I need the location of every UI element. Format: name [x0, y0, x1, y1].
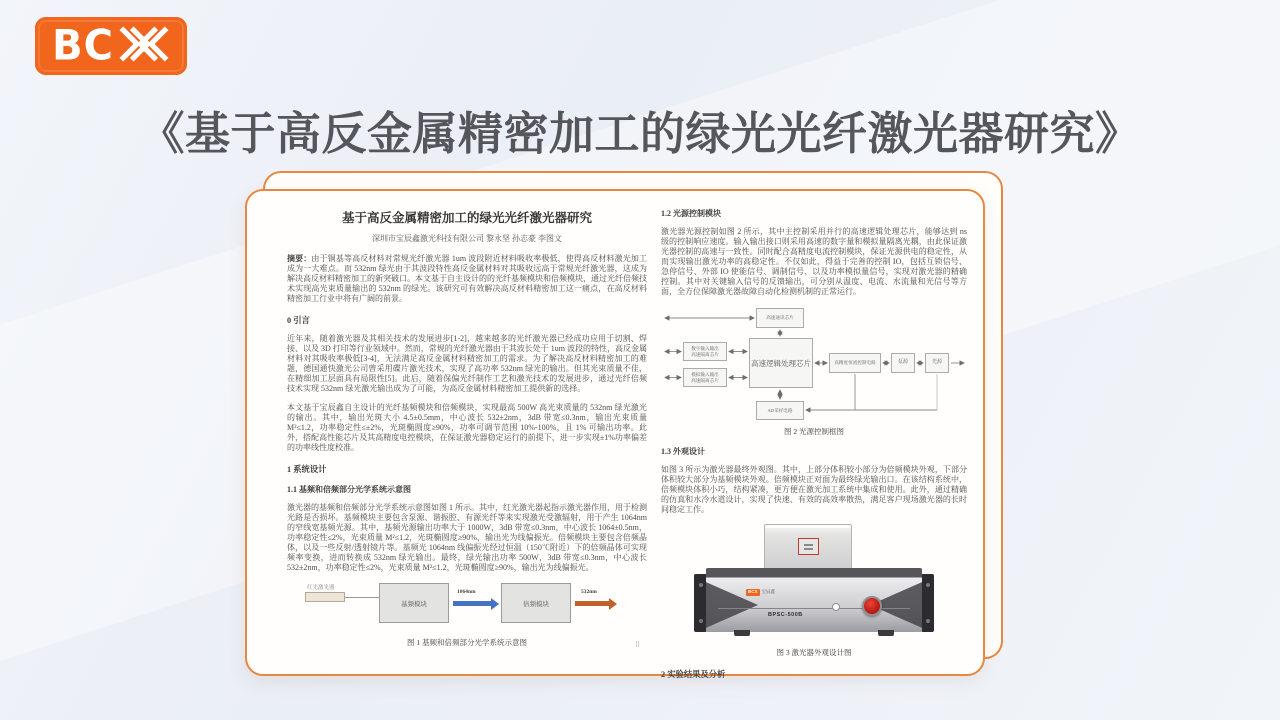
slide-title: 《基于高反金属精密加工的绿光光纤激光器研究》	[139, 108, 1141, 159]
light-source-box: 光源	[925, 353, 949, 373]
analog-io-box	[683, 368, 727, 387]
figure-1-optical-system-diagram	[297, 583, 637, 635]
emergency-stop-button	[862, 596, 882, 616]
section-1-1-paragraph: 激光器的基频和倍频部分光学系统示意图如图 1 所示。其中，红光激光器起指示激光器作用，用于检测光路是否损坏。基频模块主要包含泵源、谐振腔、有源光纤等来实现激光受激辐射，用于产生 1064nm 的窄线宽基频光源。其中，基频光源输出功率大于 1000W，3dB 带宽≤0.3nm，中心波长 1064±0.5nm，功率稳定性≤2%，光束质量 M²≤1.2，光斑椭圆度≥90%，输出光为线偏振光。倍频模块主要包含倍频晶体，以及一些反射/透射镜片等。基频光 1064nm 线偏振光经过恒温（150℃附近）下的倍频晶体可实现频率变换，进而转换成 532nm 绿光输出。最终，绿光输出功率 500W，3dB 带宽≤0.3nm，中心波长 532±2nm，功率稳定性≤2%，光束质量 M²≤1.2，光斑椭圆度≥90%，输出光为线偏振光。	[287, 503, 647, 572]
section-1-3-heading: 1.3 外观设计	[661, 447, 705, 456]
logic-chip-box: 高速逻辑处理芯片	[749, 338, 813, 388]
red-laser-label: 红光激光器	[307, 585, 335, 591]
orange-arrow-icon	[575, 601, 609, 606]
comm-chip-box: 高速通讯芯片	[756, 308, 804, 328]
abstract-paragraph	[287, 254, 647, 304]
laser-chassis	[706, 568, 922, 632]
logo-text: BC	[52, 21, 114, 71]
digital-io-line2: 高速隔离芯片	[691, 351, 719, 357]
arrow-1064nm-label: 1064nm	[457, 589, 476, 595]
bcx-logo	[35, 17, 187, 75]
mount-bracket-right	[921, 574, 934, 632]
paper-left-column	[287, 208, 647, 656]
intro-paragraph-1: 近年来，随着激光器及其相关技术的发展进步[1-2]，越来越多的光纤激光器已经成功应用于切割、焊接、以及 3D 打印等行业领域中。然而，常规的光纤激光器由于其波长处于 1um 波段的特性，高反金属材料对其吸收率极低[3-4]，无法满足高反金属材料精密加工的需求。为了解决高反材料精密加工的难题，德国通快激光公司曾采用碟片激光技术，实现了高功率 532nm 绿光的输出。但其光束质量不佳，在精细加工层面具有局限性[5]。此后，随着保偏光纤制作工艺和激光技术的发展进步，通过光纤倍频技术实现 532nm 绿光激光输出成为了可能，为高反金属材料精密加工提供新的选择。	[287, 334, 647, 393]
ad-sampling-box: AD采样电路	[756, 401, 804, 420]
digital-io-box	[683, 342, 727, 361]
warning-label	[798, 538, 819, 555]
device-foot-right	[878, 630, 894, 636]
device-foot-left	[734, 630, 750, 636]
diagram-arrows	[661, 306, 966, 424]
intro-paragraph-2: 本文基于宝辰鑫自主设计的光纤基频模块和倍频模块，实现最高 500W 高光束质量的 532nm 绿光激光的输出。其中，输出光斑大小 4.5±0.5mm，中心波长 532±2nm，3dB 带宽≤0.3nm，输出光束质量 M²≤1.2，功率稳定性≤±2%，光斑椭圆度≥90%，功率可调节范围 10%-100%，且 1% 可输出功率。此外，搭配高性能芯片及其高精度电控模块，在保证激光器稳定运行的前提下，进一步实现±1%功率偏差的功率线性度校准。	[287, 403, 647, 452]
dots-handle-icon: ⠿	[635, 641, 641, 649]
section-2-heading: 2 实验结果及分析	[661, 670, 726, 679]
figure-3-laser-device-image	[694, 524, 934, 644]
abstract-text: 由于铜基等高反材料对常规光纤激光器 1um 波段附近材料吸收率极低，使得高反材料激光加工成为一大难点。而 532nm 绿光由于其波段特性高反金属材料对其吸收远高于常规光纤激光器，这成为解决高反材料精密加工的新突破口。本文基于自主设计的的光纤基频模块和倍频模块，通过光纤倍频技术实现高光束质量输出的 532nm 的绿光。该研究可有效解决高反材料精密加工这一痛点，在高反材料精密加工行业中将有广阔的前景。	[287, 254, 648, 303]
abstract-label: 摘要：	[287, 254, 312, 263]
paper-right-column	[661, 208, 967, 688]
doubling-module-box: 倍频模块	[501, 583, 571, 623]
figure-1-caption: 图 1 基频和倍频部分光学系统示意图	[407, 638, 527, 647]
figure-2-control-block-diagram	[661, 306, 966, 424]
section-1-2-paragraph: 激光器光源控制如图 2 所示，其中主控制采用并行的高速逻辑处理芯片，能够达到 ns 级的控制响应速度。输入输出接口则采用高速的数字量和模拟量隔离光耦，由此保证激光器控制的高速与一致性。同时配合高精度电流控制模块，保证光源供电的稳定性，从而实现输出激光功率的高稳定性。不仅如此，得益于完善的控制 IO，包括互锁信号、急停信号、外部 IO 使能信号、调制信号、以及功率模拟量信号，实现对激光器的精确控制。其中对关键输入信号的反馈输出，可分别从温度、电流、水流量和光信号等方面，全方位保障激光器故障自动化检测机制的正常运行。	[661, 227, 967, 296]
device-brand	[746, 589, 775, 596]
device-brand-logo: BCX	[748, 589, 758, 594]
arrow-532nm-label: 532nm	[581, 589, 597, 595]
paper-authors: 深圳市宝辰鑫激光科技有限公司 黎永坚 孙志豪 李图文	[372, 234, 562, 243]
paper-title: 基于高反金属精密加工的绿光光纤激光器研究	[341, 211, 592, 225]
pump-source-box: 泵源	[891, 353, 915, 373]
blue-arrow-icon	[453, 601, 491, 606]
paper-card	[245, 189, 985, 679]
analog-io-line1: 模拟输入输出	[691, 372, 719, 377]
device-brand-cn: 宝辰鑫	[761, 589, 776, 595]
section-1-2-heading: 1.2 光源控制模块	[661, 209, 721, 218]
section-0-heading: 0 引言	[287, 316, 310, 325]
chevron-x-icon	[118, 25, 170, 68]
analog-io-line2: 高速隔离芯片	[691, 377, 719, 383]
fundamental-module-box: 基频模块	[379, 583, 449, 623]
section-1-heading: 1 系统设计	[287, 465, 327, 474]
doubling-module-housing	[764, 524, 852, 570]
connector-line	[345, 597, 379, 598]
figure-3-caption: 图 3 激光器外观设计图	[776, 648, 852, 657]
current-control-box: 高精度恒流控制电路	[829, 353, 881, 373]
figure-2-caption: 图 2 光源控制框图	[784, 427, 844, 436]
section-1-1-heading: 1.1 基频和倍频部分光学系统示意图	[287, 485, 411, 494]
device-model-label: BPSC-500B	[768, 612, 803, 618]
indicator-light	[832, 603, 840, 611]
red-laser-box	[305, 592, 345, 602]
front-panel-accent-left	[706, 579, 758, 631]
section-1-3-paragraph: 如图 3 所示为激光器最终外观图。其中，上部分体积较小部分为倍频模块外观，下部分体积较大部分为基频模块外观。倍频模块正对面为最终绿光输出口。在该结构系统中，倍频模块体积小巧，结构紧凑，更方便在激光加工系统中集成和使用。此外，通过精确的仿真和水冷水道设计，实现了快速、有效的高效率散热，满足客户现场激光器的长时间稳定工作。	[661, 465, 967, 514]
digital-io-line1: 数字输入输出	[691, 346, 719, 351]
